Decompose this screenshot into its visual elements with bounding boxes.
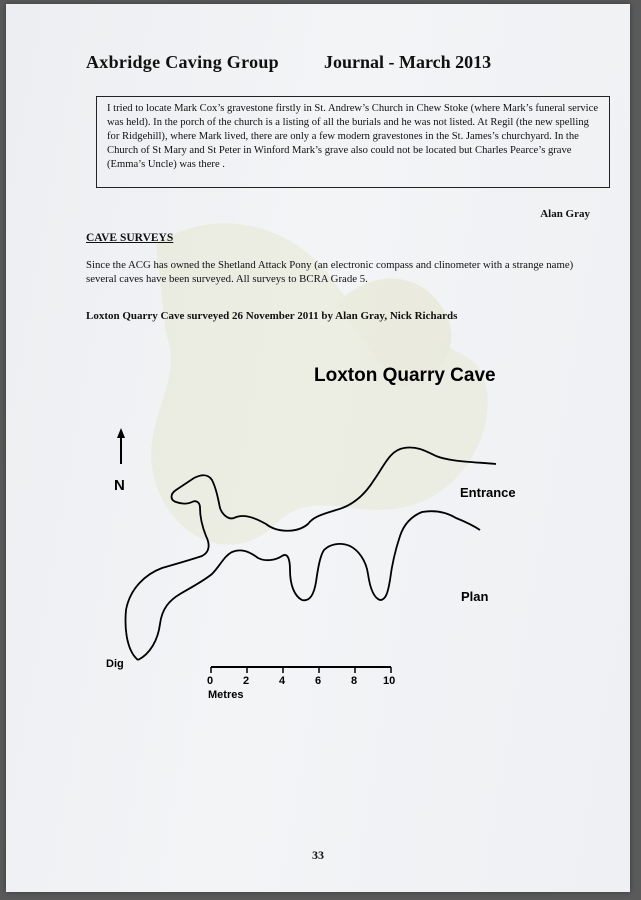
scale-unit-label: Metres: [208, 689, 244, 701]
survey-title: Loxton Quarry Cave: [314, 365, 496, 386]
scale-bar: [211, 667, 391, 673]
entrance-label: Entrance: [460, 485, 516, 500]
scale-tick-label: 2: [243, 675, 250, 687]
journal-issue: Journal - March 2013: [324, 52, 492, 72]
scale-tick-label: 0: [207, 675, 214, 687]
group-name: Axbridge Caving Group: [86, 52, 279, 72]
scale-tick-label: 8: [351, 675, 358, 687]
note-text: I tried to locate Mark Cox’s gravestone firstly in St. Andrew’s Church in Chew Stoke (where Mark’s funeral service was held). In the porch of the church is a listing of all the burials and he was not listed. At Regil (the new spelling for Ridgehill), where Mark lived, there are only a few modern gravestones in the St. James’s churchyard. In the Church of St Mary and St Peter in Winford Mark’s grave also could not be located but Charles Pearce’s grave (Emma’s Uncle) was there .: [107, 103, 599, 170]
north-arrow: [117, 428, 125, 464]
cave-passage-lower-wall: [138, 511, 480, 660]
plan-label: Plan: [461, 589, 489, 604]
scale-tick-label: 6: [315, 675, 322, 687]
author-name: Alan Gray: [540, 208, 590, 220]
section-title: CAVE SURVEYS: [86, 232, 174, 244]
survey-caption: Loxton Quarry Cave surveyed 26 November 2011 by Alan Gray, Nick Richards: [86, 310, 458, 322]
dig-label: Dig: [106, 658, 124, 670]
journal-page: [6, 4, 630, 892]
scale-tick-label: 4: [279, 675, 286, 687]
cave-passage-upper-wall: [126, 447, 497, 660]
section-body: Since the ACG has owned the Shetland Attack Pony (an electronic compass and clinometer with a strange name) several caves have been surveyed. All surveys to BCRA Grade 5.: [86, 259, 574, 285]
north-label: N: [114, 477, 125, 494]
scale-tick-label: 10: [383, 675, 396, 687]
page-number: 33: [312, 848, 324, 862]
cave-survey-map: [6, 4, 630, 892]
